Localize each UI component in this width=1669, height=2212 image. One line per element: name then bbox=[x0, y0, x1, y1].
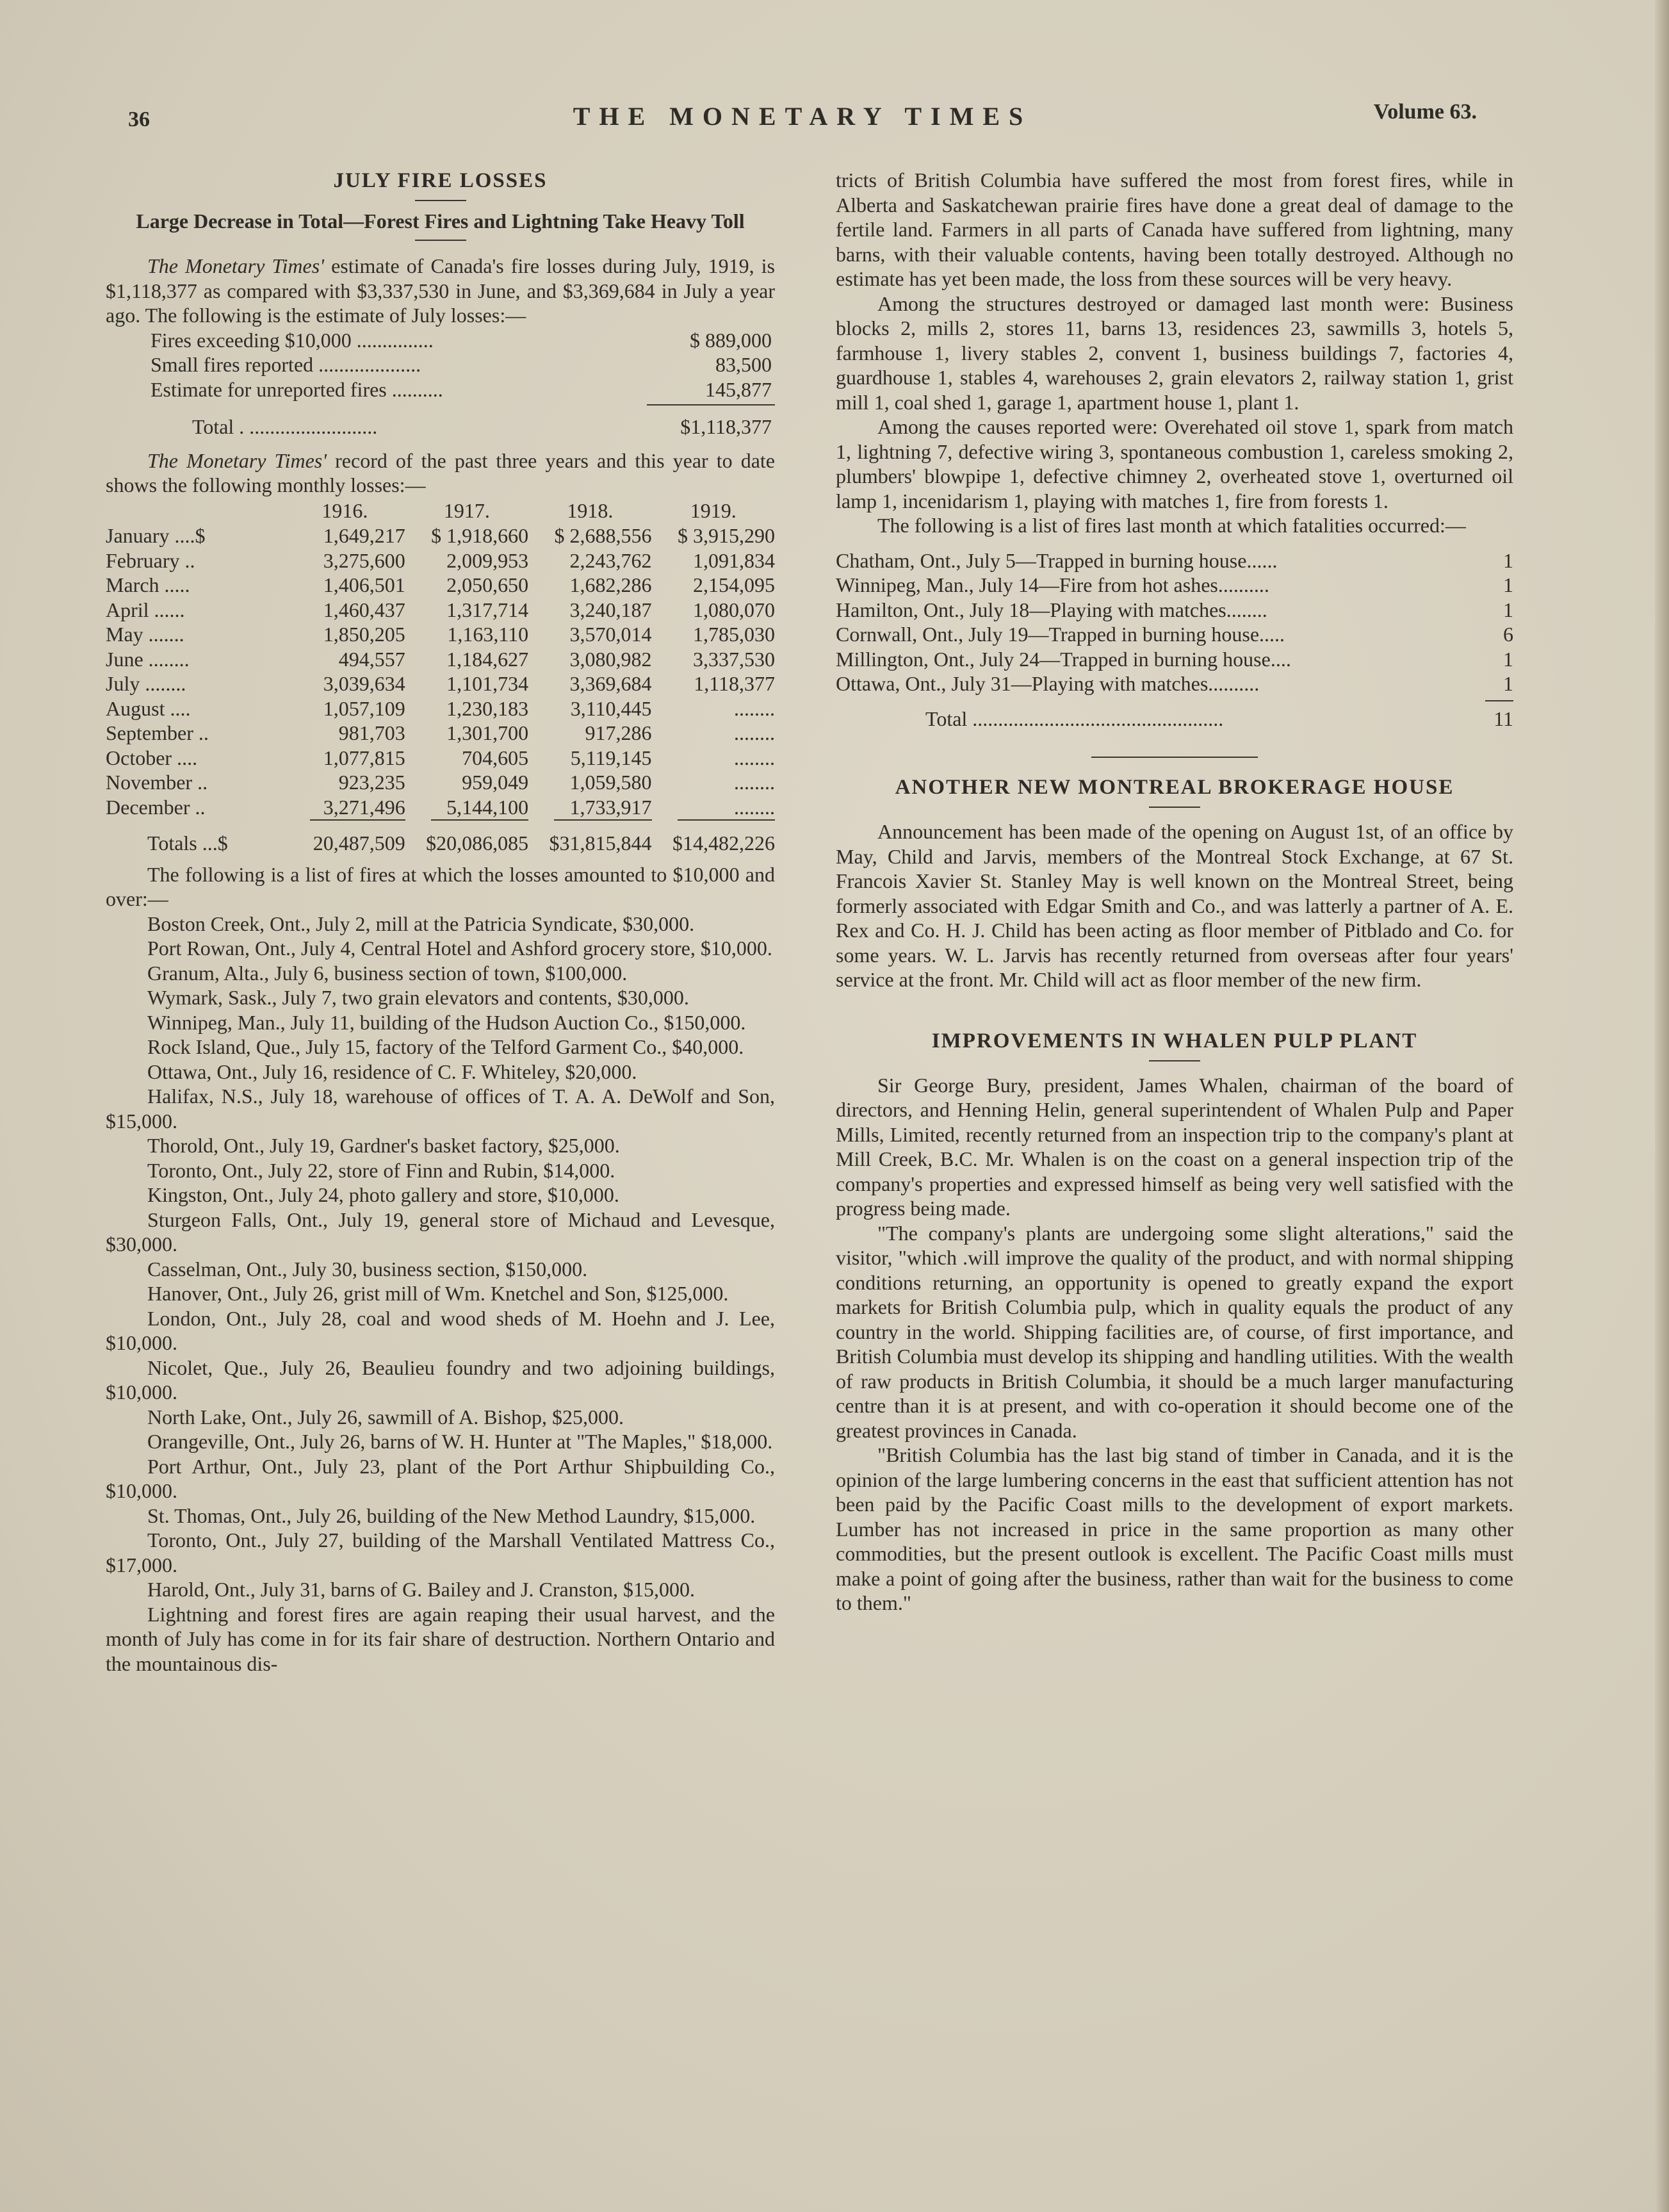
left-column bbox=[106, 168, 775, 1676]
table-cell: 3,080,982 bbox=[569, 647, 652, 671]
brokerage-paragraph: Announcement has been made of the opening on August 1st, of an office by May, Child and Jarvis, members of the Montreal Stock Exchange, at 67 St. Francois Xavier St. Stanley May is well known on the Montreal Street, being formerly associated with Edgar Smith and Co., and was latterly a partner of A. E. Rex and Co. H. J. Child has been acting as floor member of Pitblado and Co. for some years. W. L. Jarvis has recently returned from overseas after four years' service at the front. Mr. Child will act as floor member of the new firm. bbox=[836, 820, 1513, 991]
table-cell: 1,118,377 bbox=[694, 672, 775, 695]
table-cell: $31,815,844 bbox=[549, 832, 652, 855]
estimate-row bbox=[151, 328, 775, 353]
fatality-place: Winnipeg, Man., July 14—Fire from hot ashes.......... bbox=[836, 573, 1269, 596]
table-cell: 1,460,437 bbox=[323, 598, 405, 621]
table-cell: ........ bbox=[734, 696, 775, 720]
month-label: August .... bbox=[106, 696, 191, 720]
table-cell: 1,850,205 bbox=[323, 623, 405, 646]
table-cell: ........ bbox=[734, 721, 775, 744]
table-cell: 494,557 bbox=[338, 647, 405, 671]
whalen-paragraph: Sir George Bury, president, James Whalen, chairman of the board of directors, and Henning Helin, general superintendent of Whalen Pulp and Paper Mills, Limited, recently returned from an inspection trip to the company's plant at Mill Creek, B.C. Mr. Whalen is on the coast on a general inspection trip of the company's properties and expressed himself as being very well satisfied with the progress being made. bbox=[836, 1073, 1513, 1220]
sum-rule bbox=[1485, 700, 1513, 701]
fatality-count: 1 bbox=[1503, 573, 1513, 596]
table-cell: 1,406,501 bbox=[323, 573, 405, 596]
fire-entry: Orangeville, Ont., July 26, barns of W. H. Hunter at "The Maples," $18,000. bbox=[147, 1430, 773, 1453]
table-cell: 1,057,109 bbox=[323, 696, 405, 720]
estimate-label: Small fires reported .................... bbox=[151, 353, 421, 376]
table-row bbox=[106, 696, 775, 721]
table-row bbox=[106, 795, 775, 820]
whalen-paragraph: "The company's plants are undergoing some slight alterations," said the visitor, "which .will improve the quality of the product, and with normal shipping conditions returning, an opportunity is opened to greatly expand the export markets for British Columbia pulp, which in quality equals the product of any country in the world. Shipping facilities are, of course, of first importance, and British Columbia must develop its shipping and handling utilities. With the wealth of raw products in British Columbia, it should be a much larger manufacturing centre than it is at present, and with co-operation it should become one of the greatest provinces in Canada. bbox=[836, 1221, 1513, 1442]
table-cell: 981,703 bbox=[338, 721, 405, 744]
month-label: January ....$ bbox=[106, 524, 206, 547]
section-divider bbox=[1091, 757, 1258, 758]
table-cell: 1,649,217 bbox=[323, 524, 405, 547]
table-row bbox=[106, 721, 775, 746]
table-cell: 5,119,145 bbox=[570, 746, 652, 769]
table-cell: 3,275,600 bbox=[323, 548, 405, 572]
article-subtitle: Large Decrease in Total—Forest Fires and Lightning Take Heavy Toll bbox=[136, 209, 745, 233]
month-label: October .... bbox=[106, 746, 198, 769]
table-cell: ........ bbox=[734, 746, 775, 769]
table-cell: 3,271,496 bbox=[323, 795, 405, 819]
fatality-count: 1 bbox=[1503, 672, 1513, 695]
record-text: record of the past three years and this year to date shows the following monthly losses:— bbox=[106, 448, 776, 496]
table-cell: 704,605 bbox=[462, 746, 529, 769]
table-cell: 1,163,110 bbox=[447, 623, 529, 646]
divider bbox=[415, 200, 466, 201]
fatality-place: Cornwall, Ont., July 19—Trapped in burning house..... bbox=[836, 623, 1285, 646]
fire-entry: Toronto, Ont., July 27, building of the Marshall Ventilated Mattress Co., $17,000. bbox=[106, 1528, 775, 1577]
table-cell: 1,733,917 bbox=[569, 795, 652, 819]
table-cell: 2,243,762 bbox=[569, 548, 652, 572]
estimate-value: 145,877 bbox=[705, 377, 772, 401]
table-cell: $14,482,226 bbox=[672, 832, 775, 855]
year-header: 1919. bbox=[690, 498, 737, 522]
publication-name: The Monetary Times' bbox=[147, 448, 327, 472]
table-row bbox=[106, 671, 775, 696]
sum-rule bbox=[647, 404, 775, 406]
table-cell: $ 2,688,556 bbox=[554, 524, 652, 547]
fire-entry: Port Arthur, Ont., July 23, plant of the Port Arthur Shipbuilding Co., $10,000. bbox=[106, 1454, 775, 1502]
article-title: ANOTHER NEW MONTREAL BROKERAGE HOUSE bbox=[895, 776, 1454, 799]
fatality-place: Chatham, Ont., July 5—Trapped in burning house...... bbox=[836, 548, 1278, 572]
article-title: IMPROVEMENTS IN WHALEN PULP PLANT bbox=[931, 1029, 1418, 1053]
divider bbox=[1149, 807, 1200, 808]
article-title: JULY FIRE LOSSES bbox=[333, 169, 548, 192]
month-label: March ..... bbox=[106, 573, 190, 596]
table-cell: 1,230,183 bbox=[446, 696, 529, 720]
table-cell: 1,101,734 bbox=[446, 672, 529, 695]
volume-label: Volume 63. bbox=[1373, 100, 1477, 124]
whalen-paragraph: "British Columbia has the last big stand of timber in Canada, and it is the opinion of the large lumbering concerns in the east that sufficient attention has not been paid by the Pacific Coast mills to the development of export markets. Lumber has not increased in price in the same proportion as many other commodities, but the present outlook is excellent. The Pacific Coast mills must make a point of going after the business, rather than wait for the business to come to them." bbox=[836, 1443, 1513, 1614]
table-cell: 1,091,834 bbox=[693, 548, 775, 572]
fire-entry: London, Ont., July 28, coal and wood sheds of M. Hoehn and J. Lee, $10,000. bbox=[106, 1306, 775, 1354]
right-column bbox=[836, 168, 1513, 1616]
table-cell: 5,144,100 bbox=[446, 795, 529, 819]
fire-entry: Hanover, Ont., July 26, grist mill of Wm. Knetchel and Son, $125,000. bbox=[147, 1282, 729, 1305]
table-cell: 2,009,953 bbox=[446, 548, 529, 572]
estimate-label: Fires exceeding $10,000 ............... bbox=[151, 328, 434, 352]
fire-entry: Nicolet, Que., July 26, Beaulieu foundry and two adjoining buildings, $10,000. bbox=[106, 1356, 775, 1404]
table-row bbox=[106, 598, 775, 623]
fire-entry: Sturgeon Falls, Ont., July 19, general store of Michaud and Levesque, $30,000. bbox=[106, 1208, 775, 1256]
page-header bbox=[128, 96, 1477, 135]
divider bbox=[415, 240, 466, 241]
fire-entry: Port Rowan, Ont., July 4, Central Hotel and Ashford grocery store, $10,000. bbox=[147, 937, 772, 960]
table-cell: 3,369,684 bbox=[569, 672, 652, 695]
fire-entry: Toronto, Ont., July 22, store of Finn and Rubin, $14,000. bbox=[147, 1158, 615, 1182]
year-header: 1917. bbox=[443, 498, 490, 522]
estimate-row bbox=[151, 377, 775, 402]
fire-entry: Thorold, Ont., July 19, Gardner's basket factory, $25,000. bbox=[147, 1134, 620, 1157]
month-label: July ........ bbox=[106, 672, 186, 695]
table-body bbox=[106, 523, 775, 819]
page-number: 36 bbox=[128, 108, 150, 131]
publication-name: The Monetary Times' bbox=[147, 254, 325, 277]
fire-entry: Kingston, Ont., July 24, photo gallery and store, $10,000. bbox=[147, 1183, 619, 1206]
fatality-count: 1 bbox=[1503, 647, 1513, 671]
table-totals-row bbox=[106, 821, 775, 856]
table-header-row bbox=[106, 498, 775, 524]
fatality-row bbox=[836, 573, 1513, 598]
divider bbox=[1149, 1060, 1200, 1061]
estimate-table bbox=[151, 328, 775, 439]
month-label: February .. bbox=[106, 548, 195, 572]
estimate-total-label: Total . ......................... bbox=[192, 415, 378, 438]
estimate-total-value: $1,118,377 bbox=[680, 415, 772, 438]
fatality-place: Ottawa, Ont., July 31—Playing with matches.......... bbox=[836, 672, 1260, 695]
fatalities-total-row bbox=[836, 707, 1513, 732]
fire-entry: Harold, Ont., July 31, barns of G. Bailey and J. Cranston, $15,000. bbox=[147, 1578, 696, 1601]
list-intro: The following is a list of fires at which the losses amounted to $10,000 and over:— bbox=[106, 862, 775, 910]
fatality-count: 6 bbox=[1503, 623, 1513, 646]
estimate-row bbox=[151, 352, 775, 377]
table-cell: 2,154,095 bbox=[693, 573, 775, 596]
table-cell: ........ bbox=[734, 771, 775, 794]
table-cell: 1,184,627 bbox=[446, 647, 529, 671]
record-paragraph bbox=[106, 448, 775, 498]
table-cell: 3,337,530 bbox=[693, 647, 775, 671]
totals-label: Totals ...$ bbox=[147, 832, 228, 855]
table-row bbox=[106, 573, 775, 598]
fire-entry: Casselman, Ont., July 30, business section, $150,000. bbox=[147, 1257, 588, 1281]
table-row bbox=[106, 647, 775, 672]
fatalities-intro: The following is a list of fires last month at which fatalities occurred:— bbox=[877, 514, 1466, 537]
fatality-count: 1 bbox=[1503, 548, 1513, 572]
table-row bbox=[106, 622, 775, 647]
fatality-row bbox=[836, 548, 1513, 573]
fire-entry: North Lake, Ont., July 26, sawmill of A. Bishop, $25,000. bbox=[147, 1405, 624, 1429]
month-label: May ....... bbox=[106, 623, 184, 646]
month-label: November .. bbox=[106, 771, 208, 794]
fatality-place: Millington, Ont., July 24—Trapped in burning house.... bbox=[836, 647, 1291, 671]
continued-paragraph: tricts of British Columbia have suffered the most from forest fires, while in Alberta and Saskatchewan prairie fires have done a great deal of damage to the fertile land. Farmers in all parts of Canada have suffered from lightning, many barns, with their valuable contents, having been totally destroyed. Although no estimate has yet been made, the loss from these sources will be very heavy. bbox=[836, 168, 1513, 290]
monthly-losses-table bbox=[106, 498, 775, 856]
table-cell: 917,286 bbox=[585, 721, 652, 744]
fatality-row bbox=[836, 622, 1513, 647]
table-cell: 1,682,286 bbox=[569, 573, 652, 596]
estimate-value: $ 889,000 bbox=[690, 328, 772, 352]
year-header: 1916. bbox=[322, 498, 368, 522]
fire-entry: Granum, Alta., July 6, business section of town, $100,000. bbox=[147, 961, 628, 985]
fatalities-total-label: Total ................................................. bbox=[925, 707, 1224, 730]
structures-paragraph: Among the structures destroyed or damaged last month were: Business blocks 2, mills 2, stores 11, barns 13, residences 23, sawmills 3, hotels 5, farmhouse 1, livery stables 2, convent 1, business buildings 7, factories 4, guardhouse 1, stables 4, warehouses 2, grain elevators 2, railway station 1, grist mill 1, coal shed 1, garage 1, apartment house 1, plant 1. bbox=[836, 291, 1513, 414]
estimate-value: 83,500 bbox=[715, 353, 772, 376]
table-cell: 3,240,187 bbox=[569, 598, 652, 621]
table-row bbox=[106, 548, 775, 573]
table-cell: 959,049 bbox=[462, 771, 529, 794]
fire-entry: Ottawa, Ont., July 16, residence of C. F. Whiteley, $20,000. bbox=[147, 1060, 637, 1083]
fatalities-list bbox=[836, 548, 1513, 732]
fires-list bbox=[106, 912, 775, 1602]
table-row bbox=[106, 770, 775, 795]
table-cell: 3,110,445 bbox=[570, 696, 652, 720]
table-cell: 3,039,634 bbox=[323, 672, 405, 695]
table-cell: 1,077,815 bbox=[323, 746, 405, 769]
fatality-place: Hamilton, Ont., July 18—Playing with matches........ bbox=[836, 598, 1267, 621]
fatalities-total-value: 11 bbox=[1494, 707, 1513, 730]
table-cell: 3,570,014 bbox=[569, 623, 652, 646]
table-row bbox=[106, 523, 775, 548]
intro-text: estimate of Canada's fire losses during July, 1919, is $1,118,377 as compared with $3,337,530 in June, and $3,369,684 in July a year ago. The following is the estimate of July losses:— bbox=[106, 254, 776, 327]
month-label: December .. bbox=[106, 795, 206, 819]
fatality-row bbox=[836, 647, 1513, 672]
table-cell: 1,080,070 bbox=[693, 598, 775, 621]
table-row bbox=[106, 746, 775, 771]
table-cell: 2,050,650 bbox=[446, 573, 529, 596]
table-cell: $20,086,085 bbox=[426, 832, 529, 855]
month-label: September .. bbox=[106, 721, 209, 744]
month-label: June ........ bbox=[106, 647, 190, 671]
fire-entry: Wymark, Sask., July 7, two grain elevators and contents, $30,000. bbox=[147, 986, 689, 1009]
fatality-row bbox=[836, 598, 1513, 623]
table-cell: $ 3,915,290 bbox=[678, 524, 775, 547]
intro-paragraph bbox=[106, 254, 775, 328]
year-header: 1918. bbox=[567, 498, 614, 522]
lightning-paragraph: Lightning and forest fires are again reaping their usual harvest, and the month of July has come in for its fair share of destruction. Northern Ontario and the mountainous dis- bbox=[106, 1602, 775, 1675]
table-cell: 1,785,030 bbox=[693, 623, 775, 646]
fatality-row bbox=[836, 671, 1513, 696]
table-cell: ........ bbox=[734, 795, 775, 819]
month-label: April ...... bbox=[106, 598, 185, 621]
table-cell: $ 1,918,660 bbox=[431, 524, 529, 547]
fire-entry: Boston Creek, Ont., July 2, mill at the Patricia Syndicate, $30,000. bbox=[147, 912, 695, 935]
masthead: THE MONETARY TIMES bbox=[573, 102, 1032, 131]
table-cell: 1,059,580 bbox=[569, 771, 652, 794]
fatality-count: 1 bbox=[1503, 598, 1513, 621]
table-cell: 1,301,700 bbox=[446, 721, 529, 744]
page-edge bbox=[1655, 0, 1669, 2212]
causes-paragraph: Among the causes reported were: Overehated oil stove 1, spark from match 1, lightning 7, defective wiring 3, spontaneous combustion 1, careless smoking 2, plumbers' blowpipe 1, defective chimney 2, overheated stove 1, overturned oil lamp 1, incenidarism 1, playing with matches 1, fire from forests 1. bbox=[836, 415, 1513, 512]
table-cell: 1,317,714 bbox=[446, 598, 529, 621]
table-cell: 20,487,509 bbox=[313, 832, 405, 855]
estimate-total-row bbox=[151, 414, 775, 439]
fire-entry: Halifax, N.S., July 18, warehouse of offices of T. A. A. DeWolf and Son, $15,000. bbox=[106, 1085, 775, 1133]
fire-entry: Rock Island, Que., July 15, factory of the Telford Garment Co., $40,000. bbox=[147, 1035, 744, 1058]
estimate-label: Estimate for unreported fires .......... bbox=[151, 377, 443, 401]
fire-entry: Winnipeg, Man., July 11, building of the Hudson Auction Co., $150,000. bbox=[147, 1010, 746, 1034]
fire-entry: St. Thomas, Ont., July 26, building of the New Method Laundry, $15,000. bbox=[147, 1503, 756, 1527]
table-cell: 923,235 bbox=[338, 771, 405, 794]
